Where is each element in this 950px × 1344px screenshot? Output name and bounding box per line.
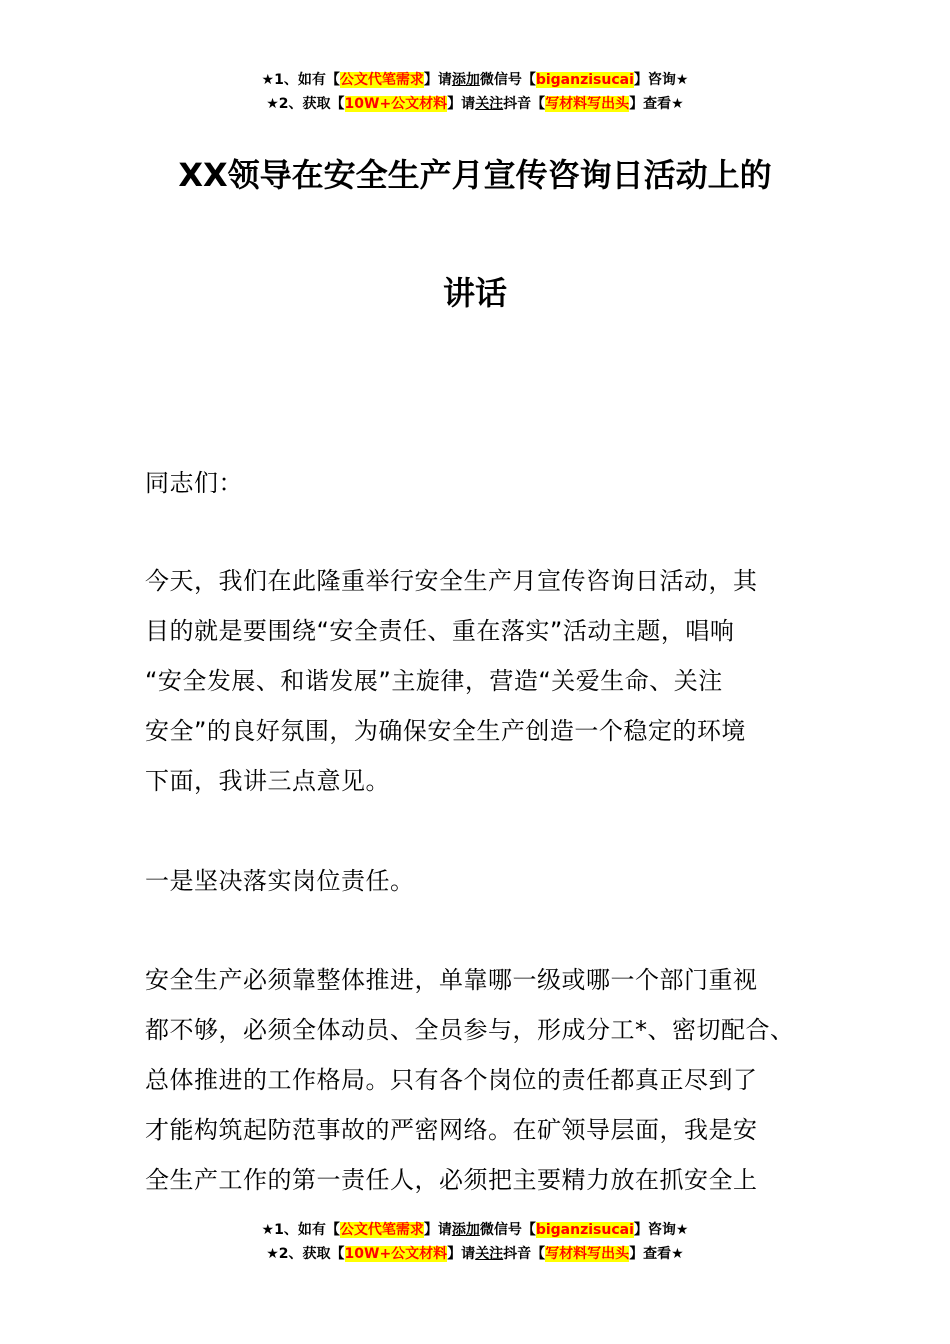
- section-heading-1: [145, 856, 825, 906]
- banner-line-2: [0, 92, 950, 116]
- paragraph-line: 今天，我们在此隆重举行安全生产月宣传咨询日活动，其: [145, 567, 758, 595]
- document-title-line-2: 讲话: [442, 274, 507, 312]
- paragraph-1: [145, 556, 825, 806]
- highlight-text: 写材料写出头: [545, 1246, 630, 1262]
- paragraph-2: [145, 955, 825, 1205]
- underlined-text: 添加: [451, 1222, 480, 1238]
- banner-text: ★1、如有【: [261, 72, 340, 88]
- paragraph-line: 下面，我讲三点意见。: [145, 767, 390, 795]
- paragraph-line: 安全”的良好氛围，为确保安全生产创造一个稳定的环境: [145, 717, 746, 745]
- banner-text: 】请: [447, 1246, 476, 1262]
- paragraph-line: 安全生产必须靠整体推进，单靠哪一级或哪一个部门重视: [145, 966, 758, 994]
- banner-line-2: [0, 1242, 950, 1266]
- highlight-text: 公文代笔需求: [339, 72, 424, 88]
- banner-text: 】请: [423, 1222, 452, 1238]
- underlined-text: 添加: [451, 72, 480, 88]
- header-banner: [0, 68, 950, 116]
- banner-text: 抖音【: [503, 1246, 546, 1262]
- highlight-text: 写材料写出头: [545, 96, 630, 112]
- underlined-text: 关注: [475, 1246, 504, 1262]
- banner-line-1: [0, 1218, 950, 1242]
- banner-line-1: [0, 68, 950, 92]
- document-title-line-1: XX领导在安全生产月宣传咨询日活动上的: [178, 156, 772, 194]
- highlight-text: 公文代笔需求: [339, 1222, 424, 1238]
- banner-text: ★2、获取【: [266, 96, 345, 112]
- banner-text: ★1、如有【: [261, 1222, 340, 1238]
- highlight-text: 10W+公文材料: [344, 96, 448, 112]
- paragraph-line: 全生产工作的第一责任人，必须把主要精力放在抓安全上: [145, 1166, 758, 1194]
- banner-text: 】咨询★: [633, 1222, 689, 1238]
- highlight-text: biganzisucai: [535, 72, 634, 88]
- banner-text: 】请: [447, 96, 476, 112]
- paragraph-line: “安全发展、和谐发展”主旋律，营造“关爱生命、关注: [145, 667, 723, 695]
- footer-banner: [0, 1218, 950, 1266]
- banner-text: 微信号【: [479, 72, 536, 88]
- greeting-text: 同志们：: [145, 469, 243, 497]
- banner-text: 】咨询★: [633, 72, 689, 88]
- banner-text: 】查看★: [629, 1246, 684, 1262]
- greeting: [145, 458, 825, 508]
- section-heading-text: 一是坚决落实岗位责任。: [145, 867, 415, 895]
- highlight-text: 10W+公文材料: [344, 1246, 448, 1262]
- paragraph-line: 总体推进的工作格局。只有各个岗位的责任都真正尽到了: [145, 1066, 758, 1094]
- underlined-text: 关注: [475, 96, 504, 112]
- banner-text: 】请: [423, 72, 452, 88]
- banner-text: 抖音【: [503, 96, 546, 112]
- banner-text: ★2、获取【: [266, 1246, 345, 1262]
- banner-text: 微信号【: [479, 1222, 536, 1238]
- paragraph-line: 目的就是要围绕“安全责任、重在落实”活动主题，唱响: [145, 617, 735, 645]
- paragraph-line: 才能构筑起防范事故的严密网络。在矿领导层面，我是安: [145, 1116, 758, 1144]
- paragraph-line: 都不够，必须全体动员、全员参与，形成分工*、密切配合、: [145, 1016, 795, 1044]
- banner-text: 】查看★: [629, 96, 684, 112]
- highlight-text: biganzisucai: [535, 1222, 634, 1238]
